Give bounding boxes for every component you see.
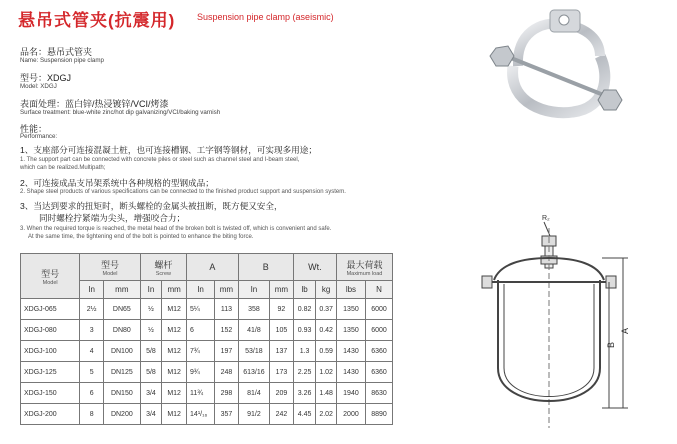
table-cell: 173 — [270, 362, 294, 383]
unit-header: mm — [270, 281, 294, 299]
unit-header: N — [366, 281, 393, 299]
table-cell: 41/8 — [238, 320, 269, 341]
table-row — [21, 404, 393, 425]
table-cell: 105 — [270, 320, 294, 341]
dimension-a-label: A — [620, 327, 630, 334]
table-cell: 0.93 — [293, 320, 316, 341]
col-header-weight: Wt. — [293, 254, 336, 281]
table-cell: 91/2 — [238, 404, 269, 425]
performance-item-1-en: which can be realized.Multipath; — [20, 165, 106, 171]
table-cell: 1.48 — [316, 383, 336, 404]
table-cell: 5 — [80, 362, 104, 383]
col-header-size: 型号 Model — [80, 254, 140, 281]
table-cell: 9¾ — [187, 362, 215, 383]
bolt-head — [490, 46, 514, 66]
table-cell: 209 — [270, 383, 294, 404]
table-cell: 53/18 — [238, 341, 269, 362]
col-header-a: A — [187, 254, 239, 281]
table-cell: 6 — [187, 320, 215, 341]
table-cell: M12 — [162, 362, 187, 383]
table-cell: 6 — [80, 383, 104, 404]
table-cell: DN200 — [104, 404, 141, 425]
table-cell: M12 — [162, 320, 187, 341]
table-cell: DN65 — [104, 299, 141, 320]
table-cell: 113 — [215, 299, 239, 320]
table-cell: 8890 — [366, 404, 393, 425]
table-cell: 8 — [80, 404, 104, 425]
surface-treatment-en: Surface treatment: blue-white zinc/hot dip galvanizing/VCI/baking varnish — [20, 109, 221, 116]
unit-header: In — [140, 281, 162, 299]
product-model-en: Model: XDGJ — [20, 83, 57, 90]
cross-bolt-nut — [606, 276, 616, 288]
col-header-max-load: 最大荷载 Maximum load — [336, 254, 392, 281]
table-cell: 2000 — [336, 404, 365, 425]
product-name: 品名：悬吊式管夹 — [20, 47, 93, 57]
table-cell: 0.59 — [316, 341, 336, 362]
table-cell: 8630 — [366, 383, 393, 404]
table-cell: 358 — [238, 299, 269, 320]
table-cell: 6360 — [366, 341, 393, 362]
product-model: 型号：XDGJ — [20, 73, 72, 83]
table-cell: 7¾ — [187, 341, 215, 362]
table-cell: 357 — [215, 404, 239, 425]
model-cell: XDGJ-100 — [21, 341, 80, 362]
performance-item-3-cont: 同时螺栓拧紧端为尖头，增强咬合力； — [39, 213, 186, 223]
table-cell: ½ — [140, 299, 162, 320]
table-cell: 92 — [270, 299, 294, 320]
performance-item-3-en: 3. When the required torque is reached, the metal head of the broken bolt is twisted off, which is convenient and safe. — [20, 226, 332, 232]
table-cell: 5/8 — [140, 362, 162, 383]
table-cell: ½ — [140, 320, 162, 341]
table-cell: 14¹/₁₆ — [187, 404, 215, 425]
table-cell: 81/4 — [238, 383, 269, 404]
product-name-en: Name: Suspension pipe clamp — [20, 57, 104, 64]
table-cell: DN150 — [104, 383, 141, 404]
model-cell: XDGJ-150 — [21, 383, 80, 404]
table-cell: 197 — [215, 341, 239, 362]
table-cell: 3/4 — [140, 404, 162, 425]
table-row — [21, 362, 393, 383]
unit-header: mm — [104, 281, 141, 299]
radius-label: R₂ — [542, 215, 550, 222]
table-cell: M12 — [162, 341, 187, 362]
unit-header: lb — [293, 281, 316, 299]
table-cell: 5¼ — [187, 299, 215, 320]
performance-heading-en: Performance: — [20, 133, 58, 140]
cross-bolt-head — [482, 276, 492, 288]
page-title: 悬吊式管夹(抗震用) — [18, 11, 176, 30]
table-cell: M12 — [162, 299, 187, 320]
table-cell: 6360 — [366, 362, 393, 383]
table-cell: 2½ — [80, 299, 104, 320]
table-cell: 248 — [215, 362, 239, 383]
col-header-screw: 螺杆 Screw — [140, 254, 186, 281]
model-cell: XDGJ-080 — [21, 320, 80, 341]
performance-item-1: 1、支座部分可连接混凝土桩，也可连接槽钢、工字钢等钢材，可实现多用途； — [20, 145, 317, 155]
table-cell: 5/8 — [140, 341, 162, 362]
table-cell: 298 — [215, 383, 239, 404]
unit-header: In — [187, 281, 215, 299]
unit-header: In — [80, 281, 104, 299]
unit-header: kg — [316, 281, 336, 299]
table-cell: 1350 — [336, 299, 365, 320]
col-header-b: B — [238, 254, 293, 281]
table-row — [21, 341, 393, 362]
performance-item-2-en: 2. Shape steel products of various specifications can be connected to the finished product support and suspension system. — [20, 189, 346, 195]
table-cell: 3/4 — [140, 383, 162, 404]
table-cell: 613/16 — [238, 362, 269, 383]
model-cell: XDGJ-065 — [21, 299, 80, 320]
performance-heading: 性能： — [20, 124, 48, 134]
table-row — [21, 299, 393, 320]
table-cell: 1350 — [336, 320, 365, 341]
table-cell: 2.25 — [293, 362, 316, 383]
table-row — [21, 383, 393, 404]
table-cell: 4.45 — [293, 404, 316, 425]
table-cell: 0.37 — [316, 299, 336, 320]
unit-header: mm — [215, 281, 239, 299]
table-cell: 11¾ — [187, 383, 215, 404]
spec-table — [20, 253, 393, 425]
performance-item-3-en: At the same time, the tightening end of the bolt is pointed to enhance the biting force. — [28, 234, 254, 240]
table-cell: 152 — [215, 320, 239, 341]
model-cell: XDGJ-200 — [21, 404, 80, 425]
table-cell: M12 — [162, 404, 187, 425]
table-cell: 137 — [270, 341, 294, 362]
table-cell: 1.3 — [293, 341, 316, 362]
table-cell: 0.82 — [293, 299, 316, 320]
technical-drawing — [478, 208, 668, 440]
col-header-model: 型号 Model — [21, 254, 80, 299]
clamp-top-hole — [559, 15, 569, 25]
surface-treatment: 表面处理：蓝白锌/热浸镀锌/VCI/烤漆 — [20, 99, 169, 109]
table-cell: 0.42 — [316, 320, 336, 341]
performance-item-3: 3、当达到要求的扭矩时，断头螺栓的金属头被扭断，既方便又安全， — [20, 201, 283, 211]
unit-header: lbs — [336, 281, 365, 299]
table-cell: DN125 — [104, 362, 141, 383]
table-cell: 1430 — [336, 362, 365, 383]
table-cell: 2.02 — [316, 404, 336, 425]
table-cell: DN100 — [104, 341, 141, 362]
performance-item-2: 2、可连接成品支吊架系统中各种规格的型钢成品； — [20, 178, 214, 188]
table-cell: 6000 — [366, 320, 393, 341]
dimension-b-label: B — [606, 341, 616, 348]
table-cell: 3 — [80, 320, 104, 341]
table-cell: M12 — [162, 383, 187, 404]
page-subtitle-en: Suspension pipe clamp (aseismic) — [197, 12, 334, 22]
product-photo — [478, 4, 668, 122]
table-cell: 1.02 — [316, 362, 336, 383]
model-cell: XDGJ-125 — [21, 362, 80, 383]
table-cell: 3.26 — [293, 383, 316, 404]
table-cell: 242 — [270, 404, 294, 425]
table-row — [21, 320, 393, 341]
table-cell: 4 — [80, 341, 104, 362]
unit-header: In — [238, 281, 269, 299]
unit-header: mm — [162, 281, 187, 299]
table-cell: 1940 — [336, 383, 365, 404]
table-cell: 1430 — [336, 341, 365, 362]
performance-item-1-en: 1. The support part can be connected with concrete piles or steel such as channel steel and I-beam steel, — [20, 157, 300, 163]
table-cell: DN80 — [104, 320, 141, 341]
table-cell: 6000 — [366, 299, 393, 320]
